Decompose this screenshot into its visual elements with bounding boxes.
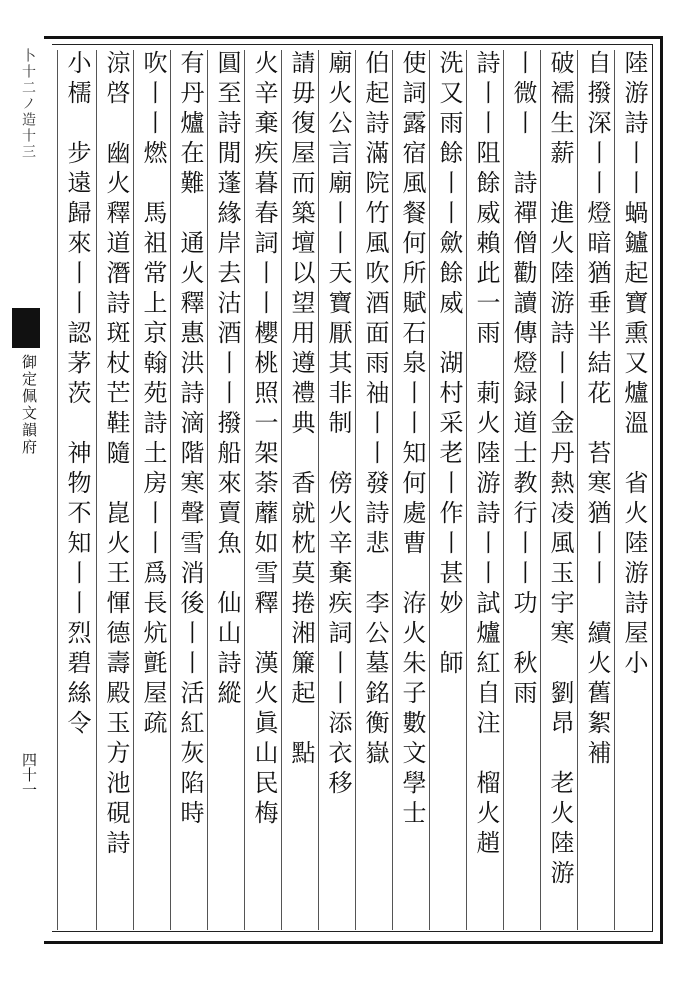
book-title: 御定佩文韻府 xyxy=(20,354,38,456)
text-column-1: 陸游詩丨丨蝸鑪起寶熏又爐溫 省火陸游詩屋小 xyxy=(614,50,653,930)
text-column-9: 廟火公言廟丨丨天寶厭其非制 傍火辛棄疾詞丨丨添衣移 xyxy=(318,50,357,930)
text-column-3: 破襦生薪 進火陸游詩丨丨金丹熱凌風玉宇寒 劉昂 老火陸游 xyxy=(540,50,579,930)
fish-tail-mark xyxy=(12,308,40,348)
text-column-14: 吹丨丨燃 馬祖常上京翰苑詩土房丨丨爲長炕氈屋疏 xyxy=(133,50,172,930)
margin-marks: 卜十二ノ造十三 xyxy=(20,48,36,160)
text-column-2: 自撥深丨丨燈暗猶垂半結花 苔寒猶丨丨 續火舊絮補 xyxy=(577,50,616,930)
text-column-11: 火辛棄疾暮春詞丨丨櫻桃照一架荼蘼如雪釋 漢火眞山民梅 xyxy=(244,50,283,930)
text-column-15: 涼啓 幽火釋道潛詩斑杖芒鞋隨 崑火王惲德壽殿玉方池硯詩 xyxy=(96,50,135,930)
text-column-5: 詩丨丨阻餘威賴此一雨 莿火陸游詩丨丨試爐紅自注 榴火趙 xyxy=(466,50,505,930)
text-column-4: 丨微丨 詩禪僧勸讀傳燈録道士教行丨丨功 秋雨 xyxy=(503,50,542,930)
text-column-13: 有丹爐在難 通火釋惠洪詩滴階寒聲雪消後丨丨活紅灰陷時 xyxy=(170,50,209,930)
text-column-12: 圓至詩閒蓬緣岸去沽酒丨丨撥船來賣魚 仙山詩縱 xyxy=(207,50,246,930)
folio-number: 四十一 xyxy=(20,752,38,797)
text-column-16: 小檽 步遠歸來丨丨認茅茨 神物不知丨丨烈碧絲令 xyxy=(57,50,96,930)
text-column-7: 使詞露宿風餐何所賦石泉丨丨知何處曹 洊火朱子數文學士 xyxy=(392,50,431,930)
text-column-8: 伯起詩滿院竹風吹酒面雨䄂丨丨發詩悲 李公墓銘衡嶽 xyxy=(355,50,394,930)
text-column-10: 請毋復屋而築壇以望用遵禮典 香就枕莫捲湘簾起 點 xyxy=(281,50,320,930)
text-column-6: 洗又雨餘丨丨歛餘威 湖村采老丨作丨甚妙 師 xyxy=(429,50,468,930)
